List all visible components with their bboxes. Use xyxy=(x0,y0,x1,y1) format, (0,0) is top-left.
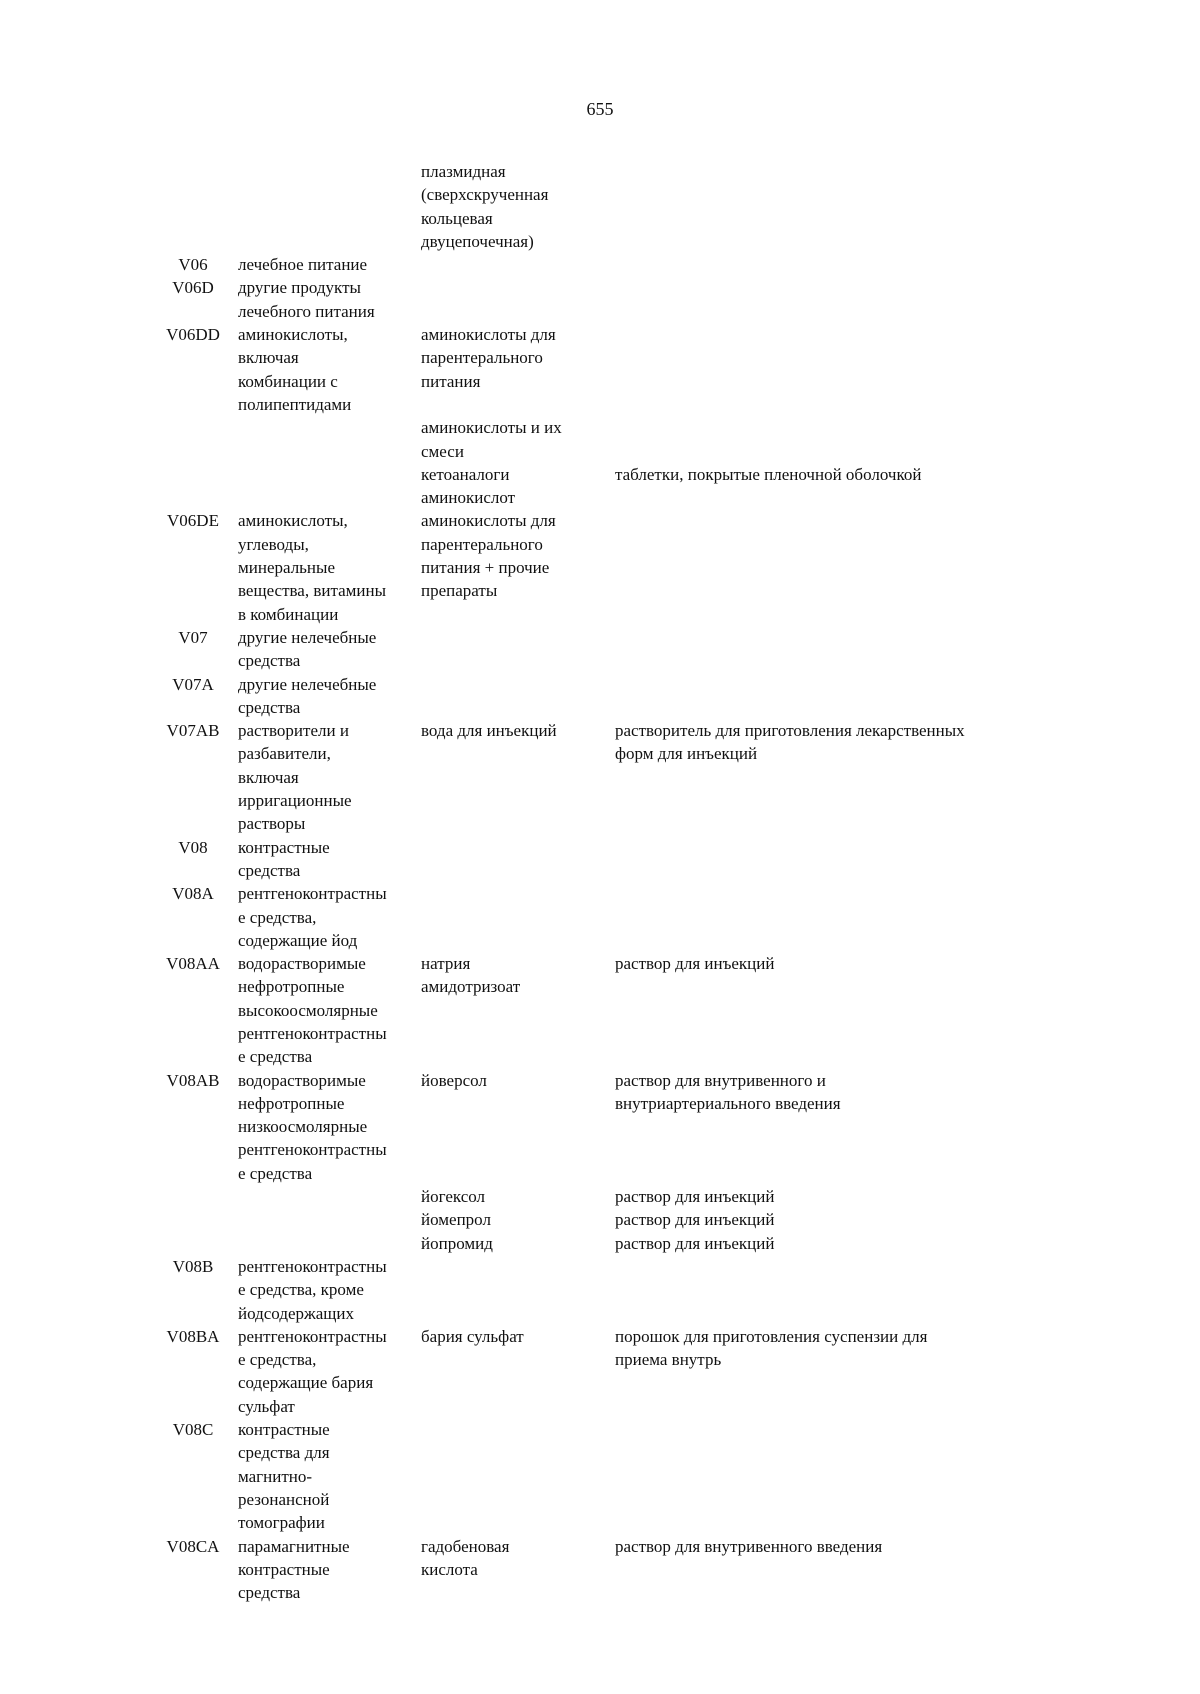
atc-code xyxy=(148,416,238,463)
drug-name xyxy=(421,673,611,720)
atc-group-name xyxy=(238,882,418,952)
atc-group-name-line: низкоосмолярные xyxy=(238,1117,368,1137)
dosage-form-line: форм для инъекций xyxy=(615,744,758,764)
dosage-form xyxy=(615,323,1055,416)
dosage-form xyxy=(615,1069,1055,1185)
atc-group-name xyxy=(238,1418,418,1534)
table-row xyxy=(0,160,1200,253)
dosage-form xyxy=(615,1325,1055,1418)
atc-group-name-line: рентгеноконтрастны xyxy=(238,1023,387,1043)
drug-name xyxy=(421,1255,611,1325)
dosage-form-line: внутриартериального введения xyxy=(615,1093,841,1113)
atc-group-name-line: е средства, кроме xyxy=(238,1280,364,1300)
atc-group-name xyxy=(238,626,418,673)
table-row xyxy=(0,1535,1200,1605)
dosage-form-line: раствор для инъекций xyxy=(615,1210,775,1230)
dosage-form-line: таблетки, покрытые пленочной оболочкой xyxy=(615,464,922,484)
drug-name xyxy=(421,882,611,952)
drug-name-line: амидотризоат xyxy=(421,977,521,997)
drug-name xyxy=(421,1185,611,1208)
table-row xyxy=(0,509,1200,625)
atc-group-name-line: аминокислоты, xyxy=(238,511,348,531)
dosage-form xyxy=(615,509,1055,625)
page-number: 655 xyxy=(586,99,614,119)
atc-group-name-line: средства xyxy=(238,697,301,717)
atc-group-name-line: аминокислоты, xyxy=(238,325,348,345)
drug-name xyxy=(421,253,611,276)
atc-group-name xyxy=(238,1069,418,1185)
atc-group-name-line: растворы xyxy=(238,814,306,834)
atc-group-name-line: водорастворимые xyxy=(238,1070,366,1090)
drug-name-line: плазмидная xyxy=(421,162,506,181)
atc-group-name-line: другие нелечебные xyxy=(238,627,377,647)
drug-name xyxy=(421,836,611,883)
drug-name-line: йопромид xyxy=(421,1233,493,1253)
atc-group-name-line: парамагнитные xyxy=(238,1536,350,1556)
table-row xyxy=(0,1232,1200,1255)
dosage-form xyxy=(615,626,1055,673)
table-row xyxy=(0,1255,1200,1325)
drug-name xyxy=(421,719,611,835)
atc-code: V08B xyxy=(172,1256,214,1276)
atc-group-name-line: йодсодержащих xyxy=(238,1303,354,1323)
atc-group-name-line: лечебное питание xyxy=(238,255,368,275)
drug-name-line: смеси xyxy=(421,441,464,461)
dosage-form xyxy=(615,719,1055,835)
atc-group-name-line: высокоосмолярные xyxy=(238,1000,378,1020)
drug-name-line: питания + прочие xyxy=(421,558,550,578)
table-row xyxy=(0,1418,1200,1534)
atc-group-name xyxy=(238,276,418,323)
atc-group-name-line: средства xyxy=(238,1583,301,1603)
table-row xyxy=(0,673,1200,720)
atc-group-name xyxy=(238,673,418,720)
atc-code: V08CA xyxy=(166,1536,220,1556)
table-row xyxy=(0,416,1200,463)
atc-group-name-line: рентгеноконтрастны xyxy=(238,1326,387,1346)
atc-group-name xyxy=(238,323,418,416)
atc-group-name-line: резонансной xyxy=(238,1489,330,1509)
drug-name xyxy=(421,1535,611,1605)
atc-group-name-line: лечебного питания xyxy=(238,301,375,321)
drug-name xyxy=(421,626,611,673)
atc-group-name-line: комбинации с xyxy=(238,371,338,391)
dosage-form-line: раствор для внутривенного введения xyxy=(615,1536,883,1556)
atc-group-name-line: минеральные xyxy=(238,558,335,578)
table-row xyxy=(0,836,1200,883)
drug-name-line: бария сульфат xyxy=(421,1326,524,1346)
drug-name xyxy=(421,160,611,253)
atc-group-name-line: сульфат xyxy=(238,1396,295,1416)
drug-name-line: натрия xyxy=(421,954,471,974)
atc-code: V06DE xyxy=(167,511,219,531)
table-row xyxy=(0,1325,1200,1418)
table-row xyxy=(0,463,1200,510)
drug-name-line: двуцепочечная) xyxy=(421,231,534,251)
atc-group-name-line: включая xyxy=(238,348,299,368)
atc-group-name-line: ирригационные xyxy=(238,791,352,811)
drug-name xyxy=(421,1418,611,1534)
drug-name-line: йоверсол xyxy=(421,1070,487,1090)
atc-group-name-line: средства xyxy=(238,651,301,671)
atc-code: V07AB xyxy=(166,721,220,741)
atc-code xyxy=(148,160,238,253)
atc-group-name xyxy=(238,1208,418,1231)
drug-name xyxy=(421,323,611,416)
atc-group-name-line: е средства, xyxy=(238,907,317,927)
atc-group-name-line: другие нелечебные xyxy=(238,674,377,694)
atc-code: V08A xyxy=(172,884,214,904)
atc-group-name-line: е средства xyxy=(238,1163,313,1183)
atc-group-name-line: содержащие бария xyxy=(238,1373,374,1393)
drug-name xyxy=(421,1208,611,1231)
atc-code: V06D xyxy=(172,278,214,298)
atc-group-name xyxy=(238,836,418,883)
atc-code xyxy=(148,1232,238,1255)
atc-group-name-line: в комбинации xyxy=(238,604,339,624)
drug-name xyxy=(421,509,611,625)
atc-group-name xyxy=(238,1255,418,1325)
drug-name-line: кислота xyxy=(421,1559,478,1579)
drug-name-line: гадобеновая xyxy=(421,1536,510,1556)
atc-code: V08 xyxy=(178,837,208,857)
drug-name xyxy=(421,1069,611,1185)
drug-name xyxy=(421,463,611,510)
atc-group-name-line: растворители и xyxy=(238,721,349,741)
atc-group-name xyxy=(238,719,418,835)
atc-code: V08AA xyxy=(166,954,220,974)
drug-name-line: (сверхскрученная xyxy=(421,185,549,205)
drug-name-line: препараты xyxy=(421,581,498,601)
dosage-form-line: приема внутрь xyxy=(615,1350,722,1370)
dosage-form-line: порошок для приготовления суспензии для xyxy=(615,1326,928,1346)
atc-group-name xyxy=(238,253,418,276)
drug-name-line: кольцевая xyxy=(421,208,493,228)
table-row xyxy=(0,1208,1200,1231)
atc-code: V06 xyxy=(178,255,208,275)
atc-group-name xyxy=(238,463,418,510)
drug-name-line: йогексол xyxy=(421,1187,486,1207)
table-row xyxy=(0,626,1200,673)
drug-name xyxy=(421,1325,611,1418)
atc-group-name-line: магнитно- xyxy=(238,1466,313,1486)
atc-code: V07A xyxy=(172,674,214,694)
atc-group-name-line: другие продукты xyxy=(238,278,361,298)
atc-group-name xyxy=(238,952,418,1068)
dosage-form xyxy=(615,1418,1055,1534)
atc-group-name xyxy=(238,416,418,463)
dosage-form xyxy=(615,1255,1055,1325)
atc-group-name xyxy=(238,1325,418,1418)
atc-group-name-line: вещества, витамины xyxy=(238,581,387,601)
drug-name-line: аминокислоты для xyxy=(421,511,556,531)
atc-group-name-line: контрастные xyxy=(238,1559,330,1579)
table-row xyxy=(0,719,1200,835)
atc-group-name-line: рентгеноконтрастны xyxy=(238,1256,387,1276)
table-row xyxy=(0,276,1200,323)
atc-group-name xyxy=(238,1535,418,1605)
drug-name-line: питания xyxy=(421,371,481,391)
atc-code xyxy=(148,1208,238,1231)
drug-name xyxy=(421,952,611,1068)
atc-group-name-line: нефротропные xyxy=(238,977,345,997)
atc-code: V08C xyxy=(172,1420,214,1440)
atc-group-name-line: средства для xyxy=(238,1443,330,1463)
atc-group-name-line: водорастворимые xyxy=(238,954,366,974)
dosage-form-line: раствор для инъекций xyxy=(615,1233,775,1253)
table-row xyxy=(0,253,1200,276)
atc-group-name-line: рентгеноконтрастны xyxy=(238,1140,387,1160)
atc-code: V08BA xyxy=(166,1326,220,1346)
atc-code xyxy=(148,463,238,510)
atc-group-name-line: е средства, xyxy=(238,1350,317,1370)
atc-group-name-line: контрастные xyxy=(238,837,330,857)
atc-group-name-line: е средства xyxy=(238,1047,313,1067)
drug-name-line: йомепрол xyxy=(421,1210,491,1230)
atc-group-name xyxy=(238,509,418,625)
drug-classification-table xyxy=(0,160,1200,1604)
atc-group-name-line: контрастные xyxy=(238,1420,330,1440)
atc-code: V08AB xyxy=(166,1070,220,1090)
dosage-form xyxy=(615,952,1055,1068)
atc-group-name-line: томографии xyxy=(238,1513,325,1533)
dosage-form xyxy=(615,1232,1055,1255)
dosage-form xyxy=(615,276,1055,323)
atc-code xyxy=(148,1185,238,1208)
dosage-form xyxy=(615,253,1055,276)
table-row xyxy=(0,1069,1200,1185)
atc-group-name xyxy=(238,1185,418,1208)
atc-code: V06DD xyxy=(166,325,220,345)
dosage-form xyxy=(615,160,1055,253)
drug-name-line: аминокислоты и их xyxy=(421,418,562,438)
atc-group-name-line: разбавители, xyxy=(238,744,331,764)
drug-name xyxy=(421,276,611,323)
drug-name-line: парентерального xyxy=(421,348,543,368)
drug-name-line: парентерального xyxy=(421,534,543,554)
atc-group-name-line: полипептидами xyxy=(238,394,352,414)
dosage-form xyxy=(615,416,1055,463)
dosage-form xyxy=(615,882,1055,952)
atc-group-name-line: углеводы, xyxy=(238,534,309,554)
dosage-form-line: раствор для внутривенного и xyxy=(615,1070,826,1090)
table-row xyxy=(0,952,1200,1068)
table-row xyxy=(0,1185,1200,1208)
atc-group-name xyxy=(238,160,418,253)
drug-name-line: аминокислот xyxy=(421,488,516,508)
atc-group-name-line: рентгеноконтрастны xyxy=(238,884,387,904)
atc-group-name xyxy=(238,1232,418,1255)
dosage-form xyxy=(615,1535,1055,1605)
drug-name-line: вода для инъекций xyxy=(421,721,557,741)
dosage-form xyxy=(615,1185,1055,1208)
drug-name xyxy=(421,416,611,463)
dosage-form xyxy=(615,463,1055,510)
atc-group-name-line: нефротропные xyxy=(238,1093,345,1113)
atc-group-name-line: включая xyxy=(238,767,299,787)
atc-group-name-line: средства xyxy=(238,860,301,880)
drug-name-line: аминокислоты для xyxy=(421,325,556,345)
drug-name xyxy=(421,1232,611,1255)
dosage-form xyxy=(615,1208,1055,1231)
atc-group-name-line: содержащие йод xyxy=(238,930,358,950)
dosage-form-line: раствор для инъекций xyxy=(615,1187,775,1207)
atc-code: V07 xyxy=(178,627,208,647)
table-row xyxy=(0,323,1200,416)
table-row xyxy=(0,882,1200,952)
drug-name-line: кетоаналоги xyxy=(421,464,510,484)
dosage-form xyxy=(615,673,1055,720)
dosage-form-line: растворитель для приготовления лекарственных xyxy=(615,721,965,741)
dosage-form-line: раствор для инъекций xyxy=(615,954,775,974)
dosage-form xyxy=(615,836,1055,883)
